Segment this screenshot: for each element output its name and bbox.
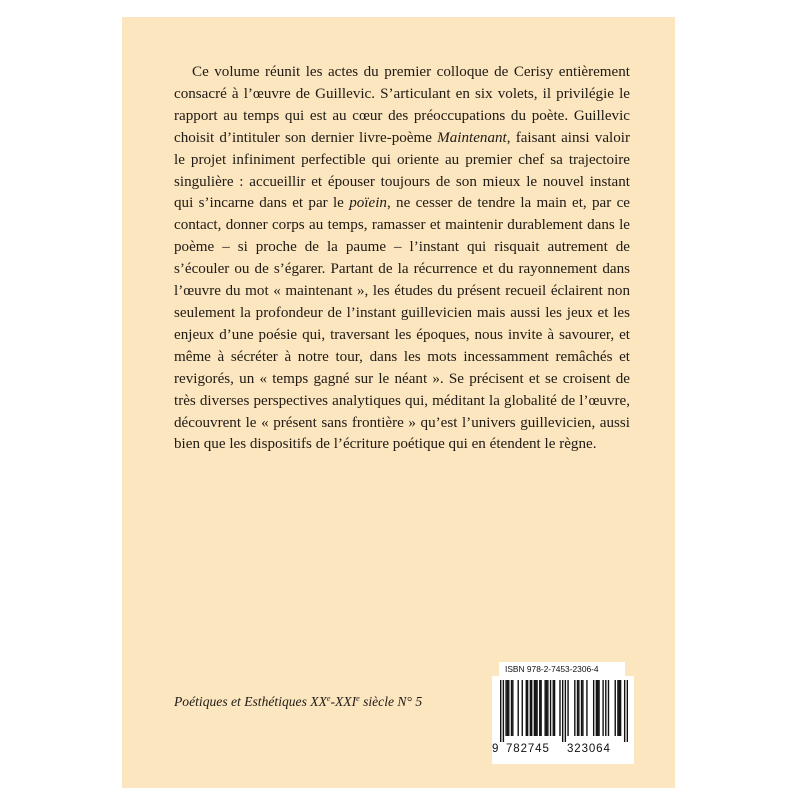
barcode-bar <box>596 680 597 736</box>
barcode <box>492 676 634 764</box>
barcode-digits-left: 782745 <box>506 743 550 755</box>
barcode-bar <box>565 680 566 742</box>
blurb-part-2: , faisant ainsi valoir le projet infiniment perfectible qui oriente au premier chef sa trajectoire singulière : accueillir et épouser toujours de son mieux le nouvel instant qui s’incarne dans et par le <box>174 129 630 212</box>
barcode-digits-right: 323064 <box>567 743 611 755</box>
barcode-bar <box>598 680 599 736</box>
barcode-bar <box>608 680 609 736</box>
barcode-bar <box>547 680 548 736</box>
barcode-bar <box>554 680 555 736</box>
series-title <box>174 694 474 710</box>
barcode-bar <box>617 680 618 736</box>
barcode-bar <box>578 680 579 736</box>
barcode-bar <box>615 680 616 736</box>
barcode-bar <box>531 680 532 736</box>
barcode-bar <box>526 680 527 736</box>
isbn-barcode-block <box>484 662 634 762</box>
blurb-part-1: Ce volume réunit les actes du premier colloque de Cerisy entièrement consacré à l’œuvre de Guillevic. S’articulant en six volets, il privilégie le rapport au temps qui est au cœur des préoccupations du poète. Guillevic choisit d’intituler son dernier livre-poème <box>174 64 630 146</box>
blurb-part-3: , ne cesser de tendre la main et, par ce contact, donner corps au temps, ramasser et maintenir durablement dans le poème – si proche de la paume – l’instant qui risquait autrement de s’écouler ou de s’égarer. Partant de la récurrence et du rayonnement dans l’œuvre du mot « maintenant », les études du présent recueil éclairent non seulement la profondeur de l’instant guillevicien mais aussi les jeux et les enjeux d’une poésie qui, traversant les époques, nous invite à savourer, et même à sécréter à notre tour, dans les mots incessamment remâchés et revigorés, un « temps gagné sur le néant ». Se précisent et se croisent de très diverses perspectives analytiques qui, méditant la globalité de l’œuvre, découvrent le « présent sans frontière » qu’est l’univers guillevicien, aussi bien que les dispositifs de l’écriture poétique qui en étendent le règne. <box>174 195 630 453</box>
blurb-term-poiein: poïein <box>349 195 387 212</box>
barcode-bar <box>553 680 554 736</box>
barcode-bar <box>534 680 535 736</box>
blurb-text <box>174 62 630 456</box>
blurb-title-maintenant: Maintenant <box>437 129 507 146</box>
barcode-bar <box>500 680 501 742</box>
barcode-bar <box>544 680 545 736</box>
barcode-bar <box>530 680 531 736</box>
barcode-bar <box>586 680 587 736</box>
barcode-bar <box>562 680 563 742</box>
barcode-bar <box>559 680 560 736</box>
barcode-bar <box>567 680 568 736</box>
barcode-bar <box>512 680 513 736</box>
barcode-bar <box>577 680 578 736</box>
barcode-bar <box>620 680 621 736</box>
barcode-bar <box>546 680 547 736</box>
series-sup-2: e <box>356 694 360 703</box>
barcode-bar <box>508 680 509 736</box>
barcode-bar <box>605 680 606 736</box>
barcode-bar <box>602 680 603 736</box>
barcode-bar <box>503 680 504 742</box>
barcode-bar <box>624 680 625 742</box>
barcode-bar <box>597 680 598 736</box>
barcode-bar <box>535 680 536 736</box>
barcode-bar <box>550 680 551 736</box>
barcode-bar <box>593 680 594 736</box>
barcode-digit-lead: 9 <box>492 743 500 755</box>
barcode-bar <box>582 680 583 736</box>
barcode-bar <box>505 680 506 736</box>
barcode-bar <box>511 680 512 736</box>
barcode-bar <box>539 680 540 736</box>
barcode-bar <box>522 680 523 736</box>
barcode-bars <box>500 680 628 742</box>
barcode-bar <box>536 680 537 736</box>
barcode-bar <box>527 680 528 736</box>
barcode-bar <box>581 680 582 736</box>
isbn-label: ISBN 978-2-7453-2306-4 <box>499 662 625 676</box>
barcode-bar <box>619 680 620 736</box>
barcode-bar <box>574 680 575 736</box>
series-prefix: Poétiques et Esthétiques XX <box>174 694 327 709</box>
series-sup-1: e <box>326 694 331 703</box>
barcode-bar <box>518 680 519 736</box>
series-dash: -XXI <box>330 694 357 709</box>
barcode-bar <box>540 680 541 736</box>
barcode-bar <box>507 680 508 736</box>
barcode-bar <box>627 680 628 742</box>
series-suffix: siècle N° 5 <box>359 694 423 709</box>
